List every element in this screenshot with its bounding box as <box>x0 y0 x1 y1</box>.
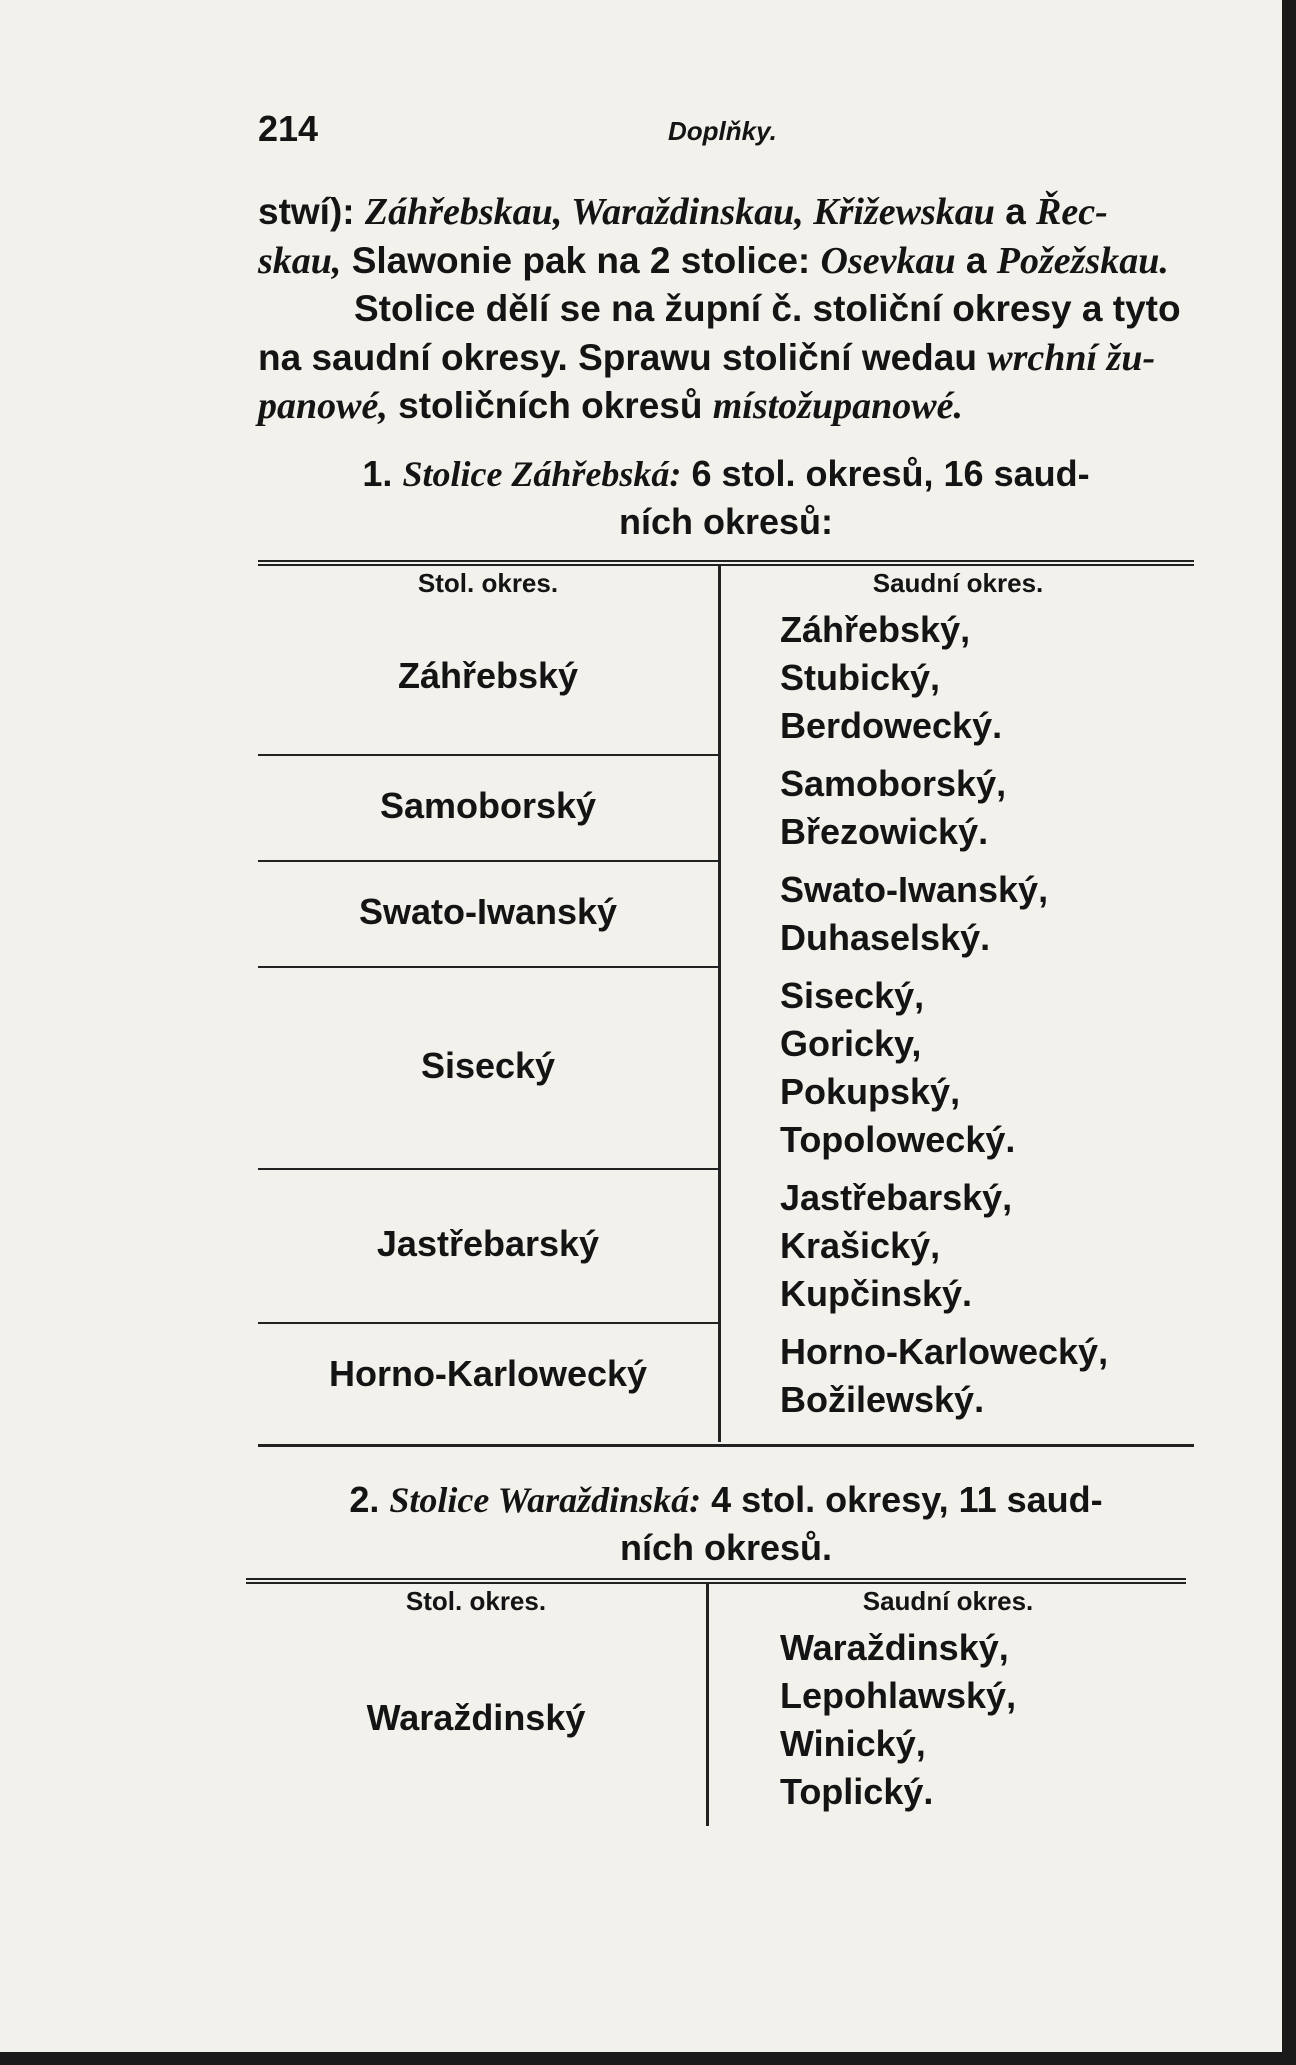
row-separator <box>258 966 718 968</box>
district-name-cell: Swato-Iwanský <box>358 891 618 932</box>
row-separator <box>258 754 718 756</box>
section-heading-1 <box>258 450 1194 546</box>
italic-run: Osevkau <box>820 239 956 282</box>
running-header <box>258 108 818 158</box>
italic-run: Řec- <box>1036 191 1108 233</box>
text-run: stwí): <box>258 191 355 232</box>
running-title: Doplňky. <box>668 116 777 146</box>
district-name-cell: Horno-Karlowecký <box>328 1353 648 1394</box>
italic-run: místožupanowé. <box>712 385 963 427</box>
italic-run: Požežskau. <box>996 239 1169 282</box>
text-line <box>258 382 1194 431</box>
court-district-name: Sisecký, <box>780 975 925 1016</box>
court-district-name: Záhřebský, <box>780 609 971 650</box>
column-header-right: Saudní okres. <box>872 568 1044 598</box>
court-district-cell <box>780 1174 1012 1318</box>
heading-line: ních okresů. <box>619 1527 833 1568</box>
column-header-right: Saudní okres. <box>862 1586 1034 1616</box>
column-header-left: Stol. okres. <box>405 1586 547 1616</box>
court-district-name: Winický, <box>780 1723 926 1764</box>
court-district-name: Lepohlawský, <box>780 1675 1017 1716</box>
text-run: stoličních okresů <box>398 385 703 426</box>
text-run: a <box>965 239 987 281</box>
text-run: a <box>1005 191 1026 232</box>
court-district-cell <box>780 1624 1016 1816</box>
italic-run: skau, <box>258 239 342 282</box>
court-district-name: Božilewský. <box>780 1379 985 1420</box>
heading-line <box>258 450 1194 498</box>
section-number: 2. <box>349 1479 380 1520</box>
section-name: Stolice Záhřebská: <box>402 454 682 494</box>
table-top-rule <box>258 560 1194 566</box>
court-district-cell <box>780 1328 1108 1424</box>
court-district-name: Goricky, <box>780 1023 922 1064</box>
court-district-name: Jastřebarský, <box>780 1177 1013 1218</box>
court-district-cell <box>780 972 1015 1164</box>
row-separator <box>258 1168 718 1170</box>
court-district-cell <box>780 760 1006 856</box>
district-name-cell: Jastřebarský <box>376 1223 600 1264</box>
court-district-name: Krašický, <box>780 1225 941 1266</box>
court-district-name: Kupčinský. <box>780 1273 973 1314</box>
court-district-cell <box>780 606 1002 750</box>
column-divider <box>706 1584 709 1826</box>
court-district-name: Berdowecký. <box>780 705 1003 746</box>
italic-run: wrchní žu- <box>987 336 1156 379</box>
italic-run: Záhřebskau, Waraždinskau, Křižewskau <box>364 191 995 233</box>
page-number: 214 <box>258 108 319 149</box>
district-name-cell: Waraždinský <box>366 1697 586 1738</box>
text-run: Slawonie pak na 2 stolice: <box>351 239 811 281</box>
row-separator <box>258 860 718 862</box>
district-table-2 <box>246 1578 1186 1830</box>
court-district-name: Topolowecký. <box>780 1119 1016 1160</box>
section-summary: 4 stol. okresy, 11 saud- <box>711 1479 1103 1520</box>
column-header-left: Stol. okres. <box>417 568 559 598</box>
court-district-name: Waraždinský, <box>780 1627 1009 1668</box>
heading-line <box>258 1476 1194 1524</box>
district-name-cell: Samoborský <box>379 785 597 826</box>
table-bottom-rule <box>258 1444 1194 1447</box>
text-line: Stolice dělí se na župní č. stoliční okresy a tyto <box>354 288 1181 329</box>
court-district-name: Pokupský, <box>780 1071 961 1112</box>
text-line <box>258 237 1194 286</box>
court-district-name: Stubický, <box>780 657 941 698</box>
row-separator <box>258 1322 718 1324</box>
section-summary: 6 stol. okresů, 16 saud- <box>691 453 1090 494</box>
court-district-name: Samoborský, <box>780 763 1007 804</box>
court-district-name: Swato-Iwanský, <box>780 869 1049 910</box>
court-district-cell <box>780 866 1048 962</box>
court-district-name: Toplický. <box>780 1771 934 1812</box>
italic-run: panowé, <box>258 385 388 427</box>
district-table-1 <box>258 560 1194 1448</box>
court-district-name: Horno-Karlowecký, <box>780 1331 1109 1372</box>
text-line <box>258 334 1194 383</box>
body-paragraph <box>258 188 1194 431</box>
court-district-name: Duhaselský. <box>780 917 991 958</box>
heading-line: ních okresů: <box>618 501 834 542</box>
section-name: Stolice Waraždinská: <box>389 1480 702 1520</box>
section-heading-2 <box>258 1476 1194 1572</box>
table-top-rule <box>246 1578 1186 1584</box>
district-name-cell: Sisecký <box>420 1045 556 1086</box>
text-line <box>258 188 1194 237</box>
court-district-name: Březowický. <box>780 811 989 852</box>
district-name-cell: Záhřebský <box>397 655 579 696</box>
section-number: 1. <box>362 453 393 494</box>
column-divider <box>718 566 721 1442</box>
text-run: na saudní okresy. Sprawu stoliční wedau <box>258 336 977 378</box>
